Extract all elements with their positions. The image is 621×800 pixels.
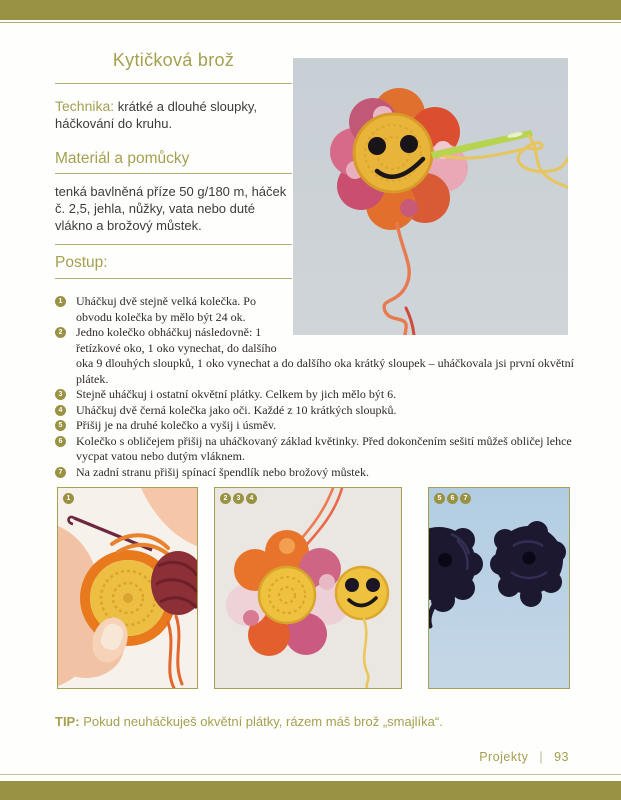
footer-page-number: 93: [554, 750, 569, 764]
step-item-6: [55, 434, 590, 465]
left-eye: [368, 137, 386, 155]
photo-badge: 6: [447, 493, 458, 504]
left-column: [55, 50, 292, 245]
footer-section: Projekty: [479, 750, 529, 764]
page-title: Kytičková brož: [55, 50, 292, 84]
step-photo-2: [214, 487, 402, 689]
page-footer: [479, 750, 569, 764]
steps-list: [55, 294, 590, 480]
step-text: Kolečko s obličejem přišij na uháčkovaný základ květinky. Před dokončením sešití můžeš obličej lehce vycpat vatou nebo dutým vláknem.: [76, 433, 572, 463]
steps-heading: Postup:: [55, 254, 292, 279]
step-item-3: [55, 387, 590, 403]
top-thin-rule: [0, 22, 621, 23]
step-number-badge: 3: [55, 389, 66, 400]
photo-badge: 1: [63, 493, 74, 504]
step-text: Přišij je na druhé kolečko a vyšij i úsměv.: [76, 418, 277, 432]
photo1-badges: [63, 493, 74, 504]
step-number-badge: 2: [55, 327, 66, 338]
footer-separator: |: [539, 750, 544, 764]
step-item-1: [55, 294, 590, 325]
right-eye: [400, 135, 418, 153]
tip-label: TIP:: [55, 714, 80, 729]
step-photo-3: [428, 487, 570, 689]
step-text: Na zadní stranu přišij spínací špendlík nebo brožový můstek.: [76, 464, 369, 479]
step-number-badge: 4: [55, 405, 66, 416]
step-text: Jedno kolečko obháčkuj následovně: 1 řetízkové oko, 1 oko vynechat, do dalšího oka 9 dlouhých sloupků, 1 oko vynechat a do dalšího oka krátký sloupek – uháčkovala jsi první okvětní plátek.: [76, 325, 574, 386]
step-item-2: [55, 325, 590, 387]
bottom-olive-bar: [0, 781, 621, 800]
material-heading: Materiál a pomůcky: [55, 150, 292, 174]
bottom-thin-rule: [0, 774, 621, 775]
photo3-badges: [434, 493, 471, 504]
photo-badge: 2: [220, 493, 231, 504]
photo-badge: 7: [460, 493, 471, 504]
step2-illustration: [215, 488, 401, 688]
step-number-badge: 5: [55, 420, 66, 431]
step-number-badge: 7: [55, 467, 66, 478]
step-number-badge: 1: [55, 296, 66, 307]
technique-paragraph: [55, 98, 292, 132]
step-item-4: [55, 403, 590, 419]
step-text: Uháčkuj dvě černá kolečka jako oči. Každé z 10 krátkých sloupků.: [76, 402, 397, 417]
step-item-7: [55, 465, 590, 481]
photo-badge: 4: [246, 493, 257, 504]
photo2-badges: [220, 493, 257, 504]
tip-text: Pokud neuháčkuješ okvětní plátky, rázem máš brož „smajlíka“.: [83, 714, 443, 729]
step3-illustration: [429, 488, 569, 688]
step-text: Stejně uháčkuj i ostatní okvětní plátky. Celkem by jich mělo být 6.: [76, 387, 397, 401]
technique-label: Technika:: [55, 98, 115, 114]
material-text: tenká bavlněná příze 50 g/180 m, háček č. 2,5, jehla, nůžky, vata nebo duté vlákno a brožový můstek.: [55, 183, 292, 245]
step1-illustration: [58, 488, 197, 688]
step-number-badge: 6: [55, 436, 66, 447]
step-text: Uháčkuj dvě stejně velká kolečka. Po obvodu kolečka by mělo být 24 ok.: [76, 294, 256, 324]
step-photo-1: [57, 487, 198, 689]
photo-badge: 3: [233, 493, 244, 504]
tip-paragraph: [55, 714, 443, 729]
smiley-face: [354, 114, 432, 192]
technique-text: krátké a dlouhé sloupky, háčkování do kruhu.: [55, 99, 258, 131]
photo-badge: 5: [434, 493, 445, 504]
step-item-5: [55, 418, 590, 434]
top-olive-bar: [0, 0, 621, 20]
